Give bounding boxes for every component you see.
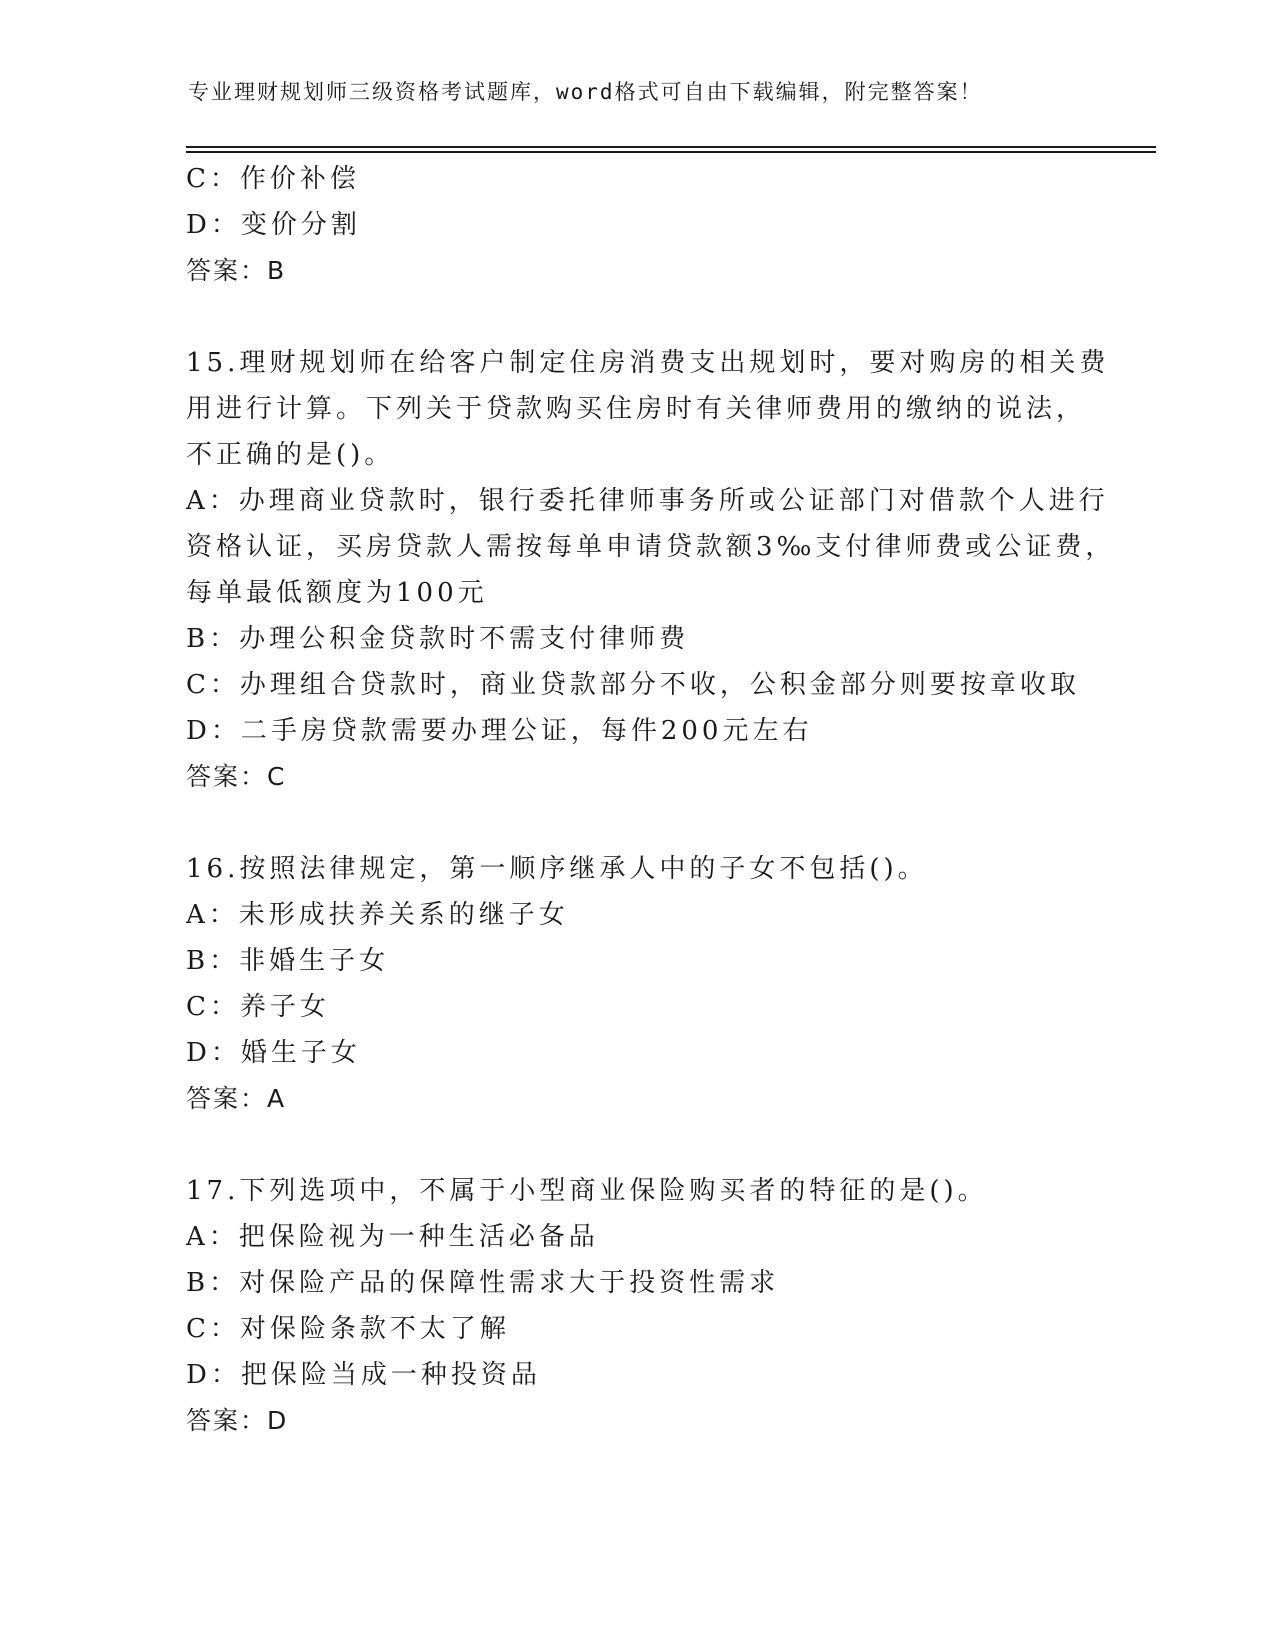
answer-line: 答案：A (186, 1084, 287, 1113)
option-d: D：把保险当成一种投资品 (186, 1360, 541, 1390)
page-header: 专业理财规划师三级资格考试题库，word格式可自由下载编辑，附完整答案！ (188, 80, 983, 104)
option-a-line: 资格认证，买房贷款人需按每单申请贷款额3‰支付律师费或公证费， (186, 532, 1116, 562)
option-d: D：变价分割 (186, 210, 361, 240)
question-16 (186, 846, 1086, 1122)
answer-line: 答案：C (186, 762, 287, 791)
question-stem-line: 用进行计算。下列关于贷款购买住房时有关律师费用的缴纳的说法， (186, 394, 1087, 424)
option-a-line: A：办理商业贷款时，银行委托律师事务所或公证部门对借款个人进行 (186, 486, 1109, 516)
option-b: B：非婚生子女 (186, 946, 390, 976)
question-17 (186, 1168, 1086, 1444)
header-rule-bottom (186, 151, 1156, 153)
option-b: B：对保险产品的保障性需求大于投资性需求 (186, 1268, 780, 1298)
question-stem-line: 不正确的是()。 (186, 440, 395, 470)
option-c: C：养子女 (186, 992, 330, 1022)
option-c: C：办理组合贷款时，商业贷款部分不收，公积金部分则要按章收取 (186, 670, 1080, 700)
question-15 (186, 340, 1116, 800)
option-a: A：把保险视为一种生活必备品 (186, 1222, 599, 1252)
question-stem-line: 16.按照法律规定，第一顺序继承人中的子女不包括()。 (186, 854, 928, 884)
option-b: B：办理公积金贷款时不需支付律师费 (186, 624, 690, 654)
question-stem-line: 15.理财规划师在给客户制定住房消费支出规划时，要对购房的相关费 (186, 348, 1110, 378)
option-c: C：作价补偿 (186, 164, 360, 194)
option-a-line: 每单最低额度为100元 (186, 578, 488, 608)
prev-question-continuation (186, 156, 1086, 294)
option-d: D：婚生子女 (186, 1038, 361, 1068)
option-d: D：二手房贷款需要办理公证，每件200元左右 (186, 716, 813, 746)
option-c: C：对保险条款不太了解 (186, 1314, 510, 1344)
document-body (186, 156, 1116, 1444)
answer-line: 答案：B (186, 256, 287, 285)
header-rule-top (186, 146, 1156, 148)
answer-line: 答案：D (186, 1406, 289, 1435)
question-stem-line: 17.下列选项中，不属于小型商业保险购买者的特征的是()。 (186, 1176, 988, 1206)
option-a: A：未形成扶养关系的继子女 (186, 900, 569, 930)
